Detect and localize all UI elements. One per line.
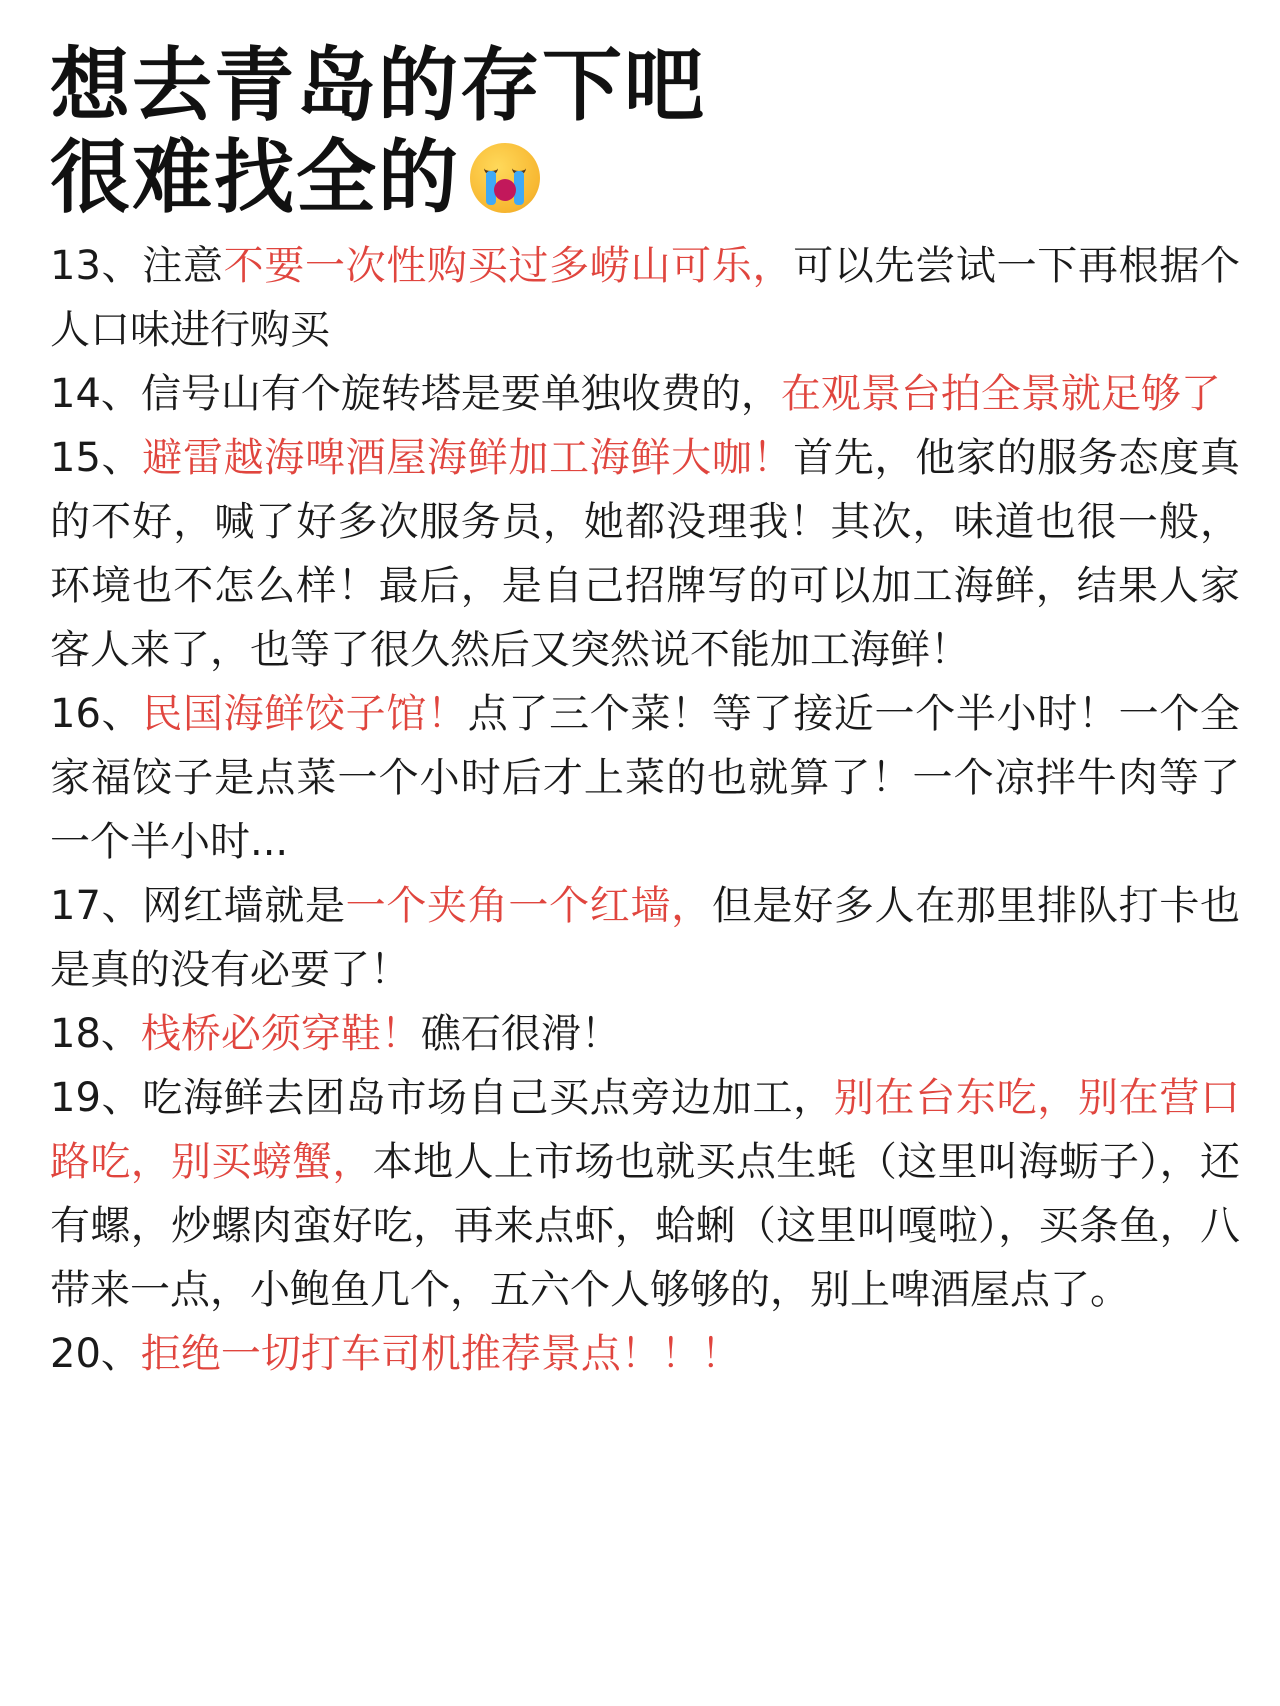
title-line-1: 想去青岛的存下吧 [50,39,706,132]
tip-13-body: 可以先尝试一下再根据个人口味进行购买 [50,243,1241,353]
page-title [50,40,1240,224]
tip-item-19 [50,1066,1240,1322]
tip-17-prefix: 17、网红墙就是 [50,883,346,929]
tip-item-20 [50,1322,1240,1386]
loudly-crying-face-icon [470,143,540,213]
title-line-2: 很难找全的 [50,131,460,224]
tip-20-prefix: 20、 [50,1331,141,1377]
tip-item-17 [50,874,1240,1002]
tip-20-highlight: 拒绝一切打车司机推荐景点！！！ [140,1331,741,1377]
tip-19-highlight: 别在台东吃，别在营口路吃，别买螃蟹， [50,1075,1240,1185]
tip-16-body: 点了三个菜！等了接近一个半小时！一个全家福饺子是点菜一个小时后才上菜的也就算了！一个凉拌牛肉等了一个半小时... [50,691,1241,865]
tip-13-highlight: 不要一次性购买过多崂山可乐， [223,243,794,289]
tip-16-highlight: 民国海鲜饺子馆！ [142,691,468,737]
tip-18-highlight: 栈桥必须穿鞋！ [140,1011,421,1057]
tip-18-body: 礁石很滑！ [420,1011,621,1057]
tip-17-body: 但是好多人在那里排队打卡也是真的没有必要了！ [50,883,1240,993]
tip-17-highlight: 一个夹角一个红墙， [345,883,712,929]
tip-19-prefix: 19、吃海鲜去团岛市场自己买点旁边加工， [50,1075,834,1121]
tip-item-14 [50,362,1240,426]
tip-item-15 [50,426,1240,682]
tip-14-body: 14、信号山有个旋转塔是要单独收费的， [50,371,781,417]
tip-15-highlight: 避雷越海啤酒屋海鲜加工海鲜大咖！ [142,435,794,481]
tip-13-prefix: 13、注意 [50,243,224,289]
tip-15-body: 首先，他家的服务态度真的不好，喊了好多次服务员，她都没理我！其次，味道也很一般，环境也不怎么样！最后，是自己招牌写的可以加工海鲜，结果人家客人来了，也等了很久然后又突然说不能加工海鲜！ [50,435,1241,673]
tip-item-16 [50,682,1240,874]
tip-14-highlight: 在观景台拍全景就足够了 [780,371,1221,417]
title-line-2-wrap [50,132,1240,224]
tip-19-body: 本地人上市场也就买点生蚝（这里叫海蛎子），还有螺，炒螺肉蛮好吃，再来点虾，蛤蜊（这里叫嘎啦），买条鱼，八带来一点，小鲍鱼几个，五六个人够够的，别上啤酒屋点了。 [50,1139,1241,1313]
tip-18-prefix: 18、 [50,1011,141,1057]
tip-item-18 [50,1002,1240,1066]
tip-item-13 [50,234,1240,362]
page-content [50,40,1240,1386]
tip-16-prefix: 16、 [50,691,143,737]
tip-15-prefix: 15、 [50,435,143,481]
